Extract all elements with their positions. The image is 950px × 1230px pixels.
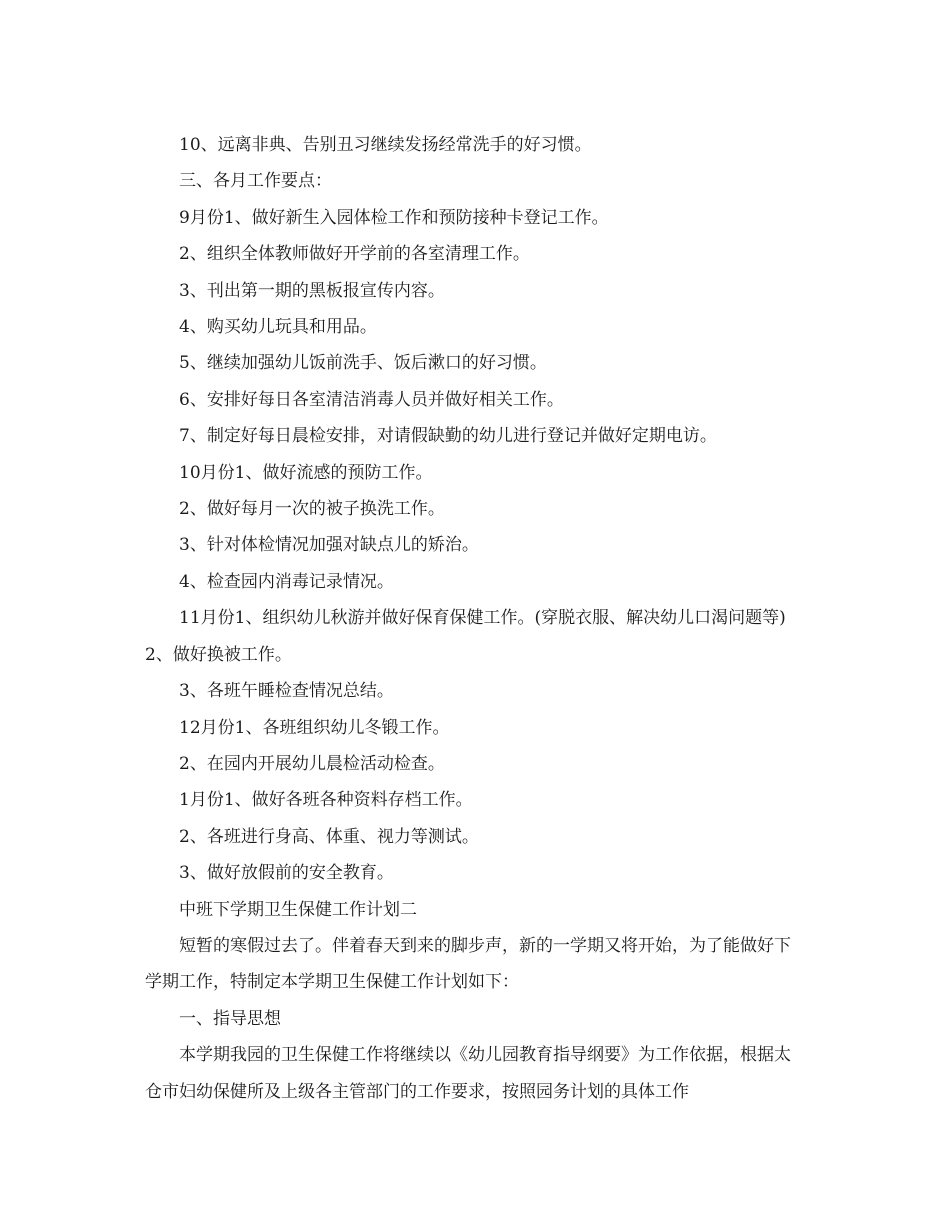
paragraph: 10、远离非典、告别丑习继续发扬经常洗手的好习惯。 — [179, 135, 592, 155]
paragraph: 2、组织全体教师做好开学前的各室清理工作。 — [179, 244, 530, 265]
section-heading: 一、指导思想 — [179, 1008, 281, 1029]
paragraph: 12月份1、各班组织幼儿冬锻工作。 — [179, 717, 450, 738]
paragraph: 4、购买幼儿玩具和用品。 — [179, 317, 377, 338]
document-body — [145, 127, 805, 1110]
paragraph: 1月份1、做好各班各种资料存档工作。 — [179, 790, 473, 811]
paragraph: 短暂的寒假过去了。伴着春天到来的脚步声，新的一学期又将开始，为了能做好下学期工作，特制定本学期卫生保健工作计划如下： — [145, 935, 791, 993]
paragraph: 10月份1、做好流感的预防工作。 — [179, 462, 433, 483]
paragraph: 7、制定好每日晨检安排，对请假缺勤的幼儿进行登记并做好定期电访。 — [179, 426, 717, 447]
paragraph: 3、刊出第一期的黑板报宣传内容。 — [179, 280, 445, 301]
paragraph: 4、检查园内消毒记录情况。 — [179, 571, 394, 592]
paragraph: 本学期我园的卫生保健工作将继续以《幼儿园教育指导纲要》为工作依据，根据太仓市妇幼保健所及上级各主管部门的工作要求，按照园务计划的具体工作 — [145, 1045, 791, 1102]
paragraph: 3、做好放假前的安全教育。 — [179, 863, 394, 884]
section-heading: 三、各月工作要点： — [179, 171, 332, 192]
paragraph: 9月份1、做好新生入园体检工作和预防接种卡登记工作。 — [179, 207, 609, 228]
paragraph: 2、做好每月一次的被子换洗工作。 — [179, 499, 445, 520]
paragraph: 3、各班午睡检查情况总结。 — [179, 681, 394, 702]
paragraph: 2、在园内开展幼儿晨检活动检查。 — [179, 753, 445, 774]
paragraph: 2、各班进行身高、体重、视力等测试。 — [179, 826, 479, 847]
paragraph: 3、针对体检情况加强对缺点儿的矫治。 — [179, 535, 479, 556]
section-title: 中班下学期卫生保健工作计划二 — [179, 899, 417, 920]
paragraph: 11月份1、组织幼儿秋游并做好保育保健工作。(穿脱衣服、解决幼儿口渴问题等)2、做好换被工作。 — [145, 608, 786, 665]
paragraph: 5、继续加强幼儿饭前洗手、饭后漱口的好习惯。 — [179, 353, 547, 374]
paragraph: 6、安排好每日各室清洁消毒人员并做好相关工作。 — [179, 389, 564, 410]
